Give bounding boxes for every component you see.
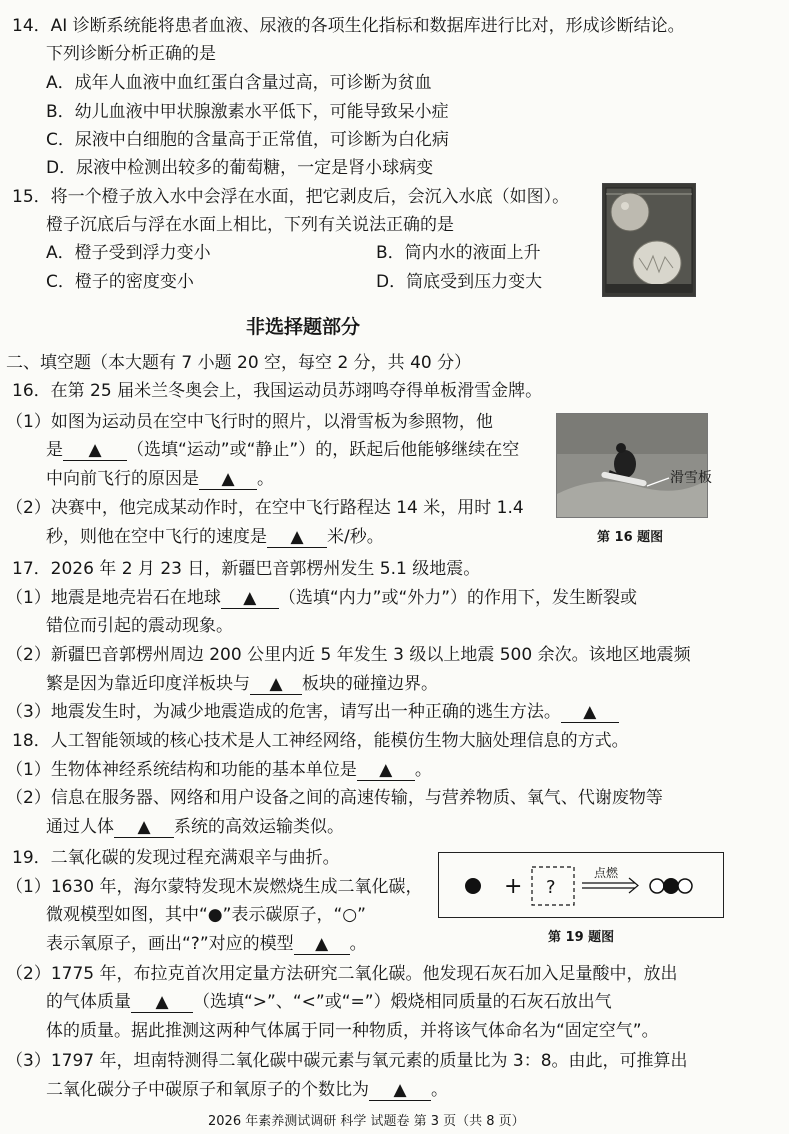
q15-option-c: C．橙子的密度变小 (46, 272, 194, 292)
q15-option-b: B．筒内水的液面上升 (376, 243, 541, 263)
q19-figure-caption: 第 19 题图 (548, 930, 615, 945)
q19-stem: 19．二氧化碳的发现过程充满艰辛与曲折。 (12, 848, 340, 868)
floating-orange (611, 193, 649, 231)
orange-in-water-illustration (603, 184, 695, 296)
q19-part1-text-b: 。 (349, 934, 367, 954)
answer-blank[interactable]: ▲ (63, 440, 127, 461)
q16-part1-text-b: （选填“运动”或“静止”）的，跃起后他能够继续在空 (127, 440, 520, 460)
q19-part1-line2: 微观模型如图，其中“●”表示碳原子，“○” (46, 905, 366, 925)
q19-part1-text-a: 表示氧原子，画出“?”对应的模型 (46, 934, 294, 954)
q15-stem-line1: 15．将一个橙子放入水中会浮在水面，把它剥皮后，会沉入水底（如图）。 (12, 187, 570, 207)
q17-part3-text: （3）地震发生时，为减少地震造成的危害，请写出一种正确的逃生方法。 (6, 702, 561, 722)
q19-part3-line1: （3）1797 年，坦南特测得二氧化碳中碳元素与氧元素的质量比为 3：8。由此，可推算出 (6, 1051, 688, 1071)
q15-option-a: A．橙子受到浮力变小 (46, 243, 211, 263)
reaction-condition: 点燃 (594, 866, 619, 880)
q17-part2-line1: （2）新疆巴音郭楞州周边 200 公里内近 5 年发生 3 级以上地震 500 余次。该地区地震频 (6, 645, 691, 665)
q19-reaction-figure (438, 852, 724, 918)
q19-part2-line2 (46, 990, 612, 1014)
q19-part2-line3: 体的质量。据此推测这两种气体属于同一种物质，并将该气体命名为“固定空气”。 (46, 1021, 659, 1041)
q18-part2-line1: （2）信息在服务器、网络和用户设备之间的高速传输，与营养物质、氧气、代谢废物等 (6, 788, 663, 808)
plus-sign: + (504, 874, 523, 899)
carbon-combustion-model (439, 853, 723, 917)
q17-stem: 17．2026 年 2 月 23 日，新疆巴音郭楞州发生 5.1 级地震。 (12, 559, 481, 579)
q14-option-b: B．幼儿血液中甲状腺激素水平低下，可能导致呆小症 (46, 102, 449, 122)
q15-orange-photo (602, 183, 696, 297)
q18-part2-text-a: 通过人体 (46, 817, 114, 837)
q16-part1-line2 (46, 438, 519, 462)
q17-part2-text-b: 板块的碰撞边界。 (302, 674, 438, 694)
q17-part2-text-a: 繁是因为靠近印度洋板块与 (46, 674, 250, 694)
q18-part1-text-b: 。 (414, 760, 432, 780)
carbon-atom-icon (663, 878, 679, 894)
question-mark: ? (546, 877, 556, 898)
q19-part3-text-a: 二氧化碳分子中碳原子和氧原子的个数比为 (46, 1080, 369, 1100)
answer-blank[interactable]: ▲ (294, 934, 350, 955)
answer-blank[interactable]: ▲ (250, 674, 302, 695)
q18-part2-line2 (46, 815, 344, 839)
q17-part1-text-b: （选填“内力”或“外力”）的作用下，发生断裂或 (278, 588, 638, 608)
q16-part1-line1: （1）如图为运动员在空中飞行时的照片，以滑雪板为参照物，他 (6, 412, 493, 432)
q19-part1-line1: （1）1630 年，海尔蒙特发现木炭燃烧生成二氧化碳， (6, 877, 423, 897)
q14-stem-line2: 下列诊断分析正确的是 (46, 44, 216, 64)
q19-part2-line1: （2）1775 年，布拉克首次用定量方法研究二氧化碳。他发现石灰石加入足量酸中，放出 (6, 964, 678, 984)
q16-part1-text-c: 中向前飞行的原因是 (46, 469, 199, 489)
q16-part1-text-d: 。 (257, 469, 274, 489)
answer-blank[interactable]: ▲ (114, 817, 174, 838)
q14-option-c: C．尿液中白细胞的含量高于正常值，可诊断为白化病 (46, 130, 449, 150)
q16-part2-line1: （2）决赛中，他完成某动作时，在空中飞行路程达 14 米，用时 1.4 (6, 498, 524, 518)
carbon-atom-icon (465, 878, 481, 894)
q16-figure-caption: 第 16 题图 (597, 530, 664, 545)
answer-blank[interactable]: ▲ (131, 992, 193, 1013)
q19-part2-text-b: （选填“>”、“<”或“=”）煅烧相同质量的石灰石放出气 (193, 992, 612, 1012)
q16-figure-label: 滑雪板 (670, 470, 712, 486)
q17-part1-line2: 错位而引起的震动现象。 (46, 616, 233, 636)
q14-option-a: A．成年人血液中血红蛋白含量过高，可诊断为贫血 (46, 73, 432, 93)
q17-part1-line1 (6, 586, 637, 610)
q16-part1-text-a: 是 (46, 440, 63, 460)
q19-part2-text-a: 的气体质量 (46, 992, 131, 1012)
q18-part1-text-a: （1）生物体神经系统结构和功能的基本单位是 (6, 760, 357, 780)
q18-part2-text-b: 系统的高效运输类似。 (174, 817, 344, 837)
q16-part1-line3 (46, 467, 274, 491)
answer-blank[interactable]: ▲ (561, 702, 619, 723)
section-title: 非选择题部分 (246, 316, 361, 338)
q19-part3-text-b: 。 (431, 1080, 448, 1100)
sunk-peeled-orange (633, 241, 681, 285)
oxygen-atom-icon (678, 879, 692, 893)
q17-part2-line2 (46, 672, 438, 696)
q14-stem-line1: 14．AI 诊断系统能将患者血液、尿液的各项生化指标和数据库进行比对，形成诊断结论。 (12, 16, 685, 36)
answer-blank[interactable]: ▲ (369, 1080, 431, 1101)
q19-part3-line2 (46, 1078, 448, 1102)
q16-part2-text-b: 米/秒。 (327, 527, 384, 547)
q17-part3-line1 (6, 700, 619, 724)
q19-part1-line3 (46, 932, 367, 956)
q15-stem-line2: 橙子沉底后与浮在水面上相比，下列有关说法正确的是 (46, 215, 454, 235)
q16-stem: 16．在第 25 届米兰冬奥会上，我国运动员苏翊鸣夺得单板滑雪金牌。 (12, 381, 543, 401)
oxygen-atom-icon (650, 879, 664, 893)
page-footer: 2026 年素养测试调研 科学 试题卷 第 3 页（共 8 页） (208, 1114, 525, 1129)
q16-part2-line2 (46, 525, 384, 549)
answer-blank[interactable]: ▲ (267, 527, 327, 548)
q18-part1 (6, 758, 432, 782)
answer-blank[interactable]: ▲ (221, 588, 279, 609)
q14-option-d: D．尿液中检测出较多的葡萄糖，一定是肾小球病变 (46, 158, 434, 178)
q16-part2-text-a: 秒，则他在空中飞行的速度是 (46, 527, 267, 547)
q18-stem: 18．人工智能领域的核心技术是人工神经网络，能模仿生物大脑处理信息的方式。 (12, 731, 629, 751)
answer-blank[interactable]: ▲ (357, 760, 415, 781)
q15-option-d: D．筒底受到压力变大 (376, 272, 543, 292)
q17-part1-text-a: （1）地震是地壳岩石在地球 (6, 588, 221, 608)
arrow-icon (629, 878, 638, 893)
answer-blank[interactable]: ▲ (199, 469, 257, 490)
part2-heading: 二、填空题（本大题有 7 小题 20 空，每空 2 分，共 40 分） (6, 353, 472, 373)
